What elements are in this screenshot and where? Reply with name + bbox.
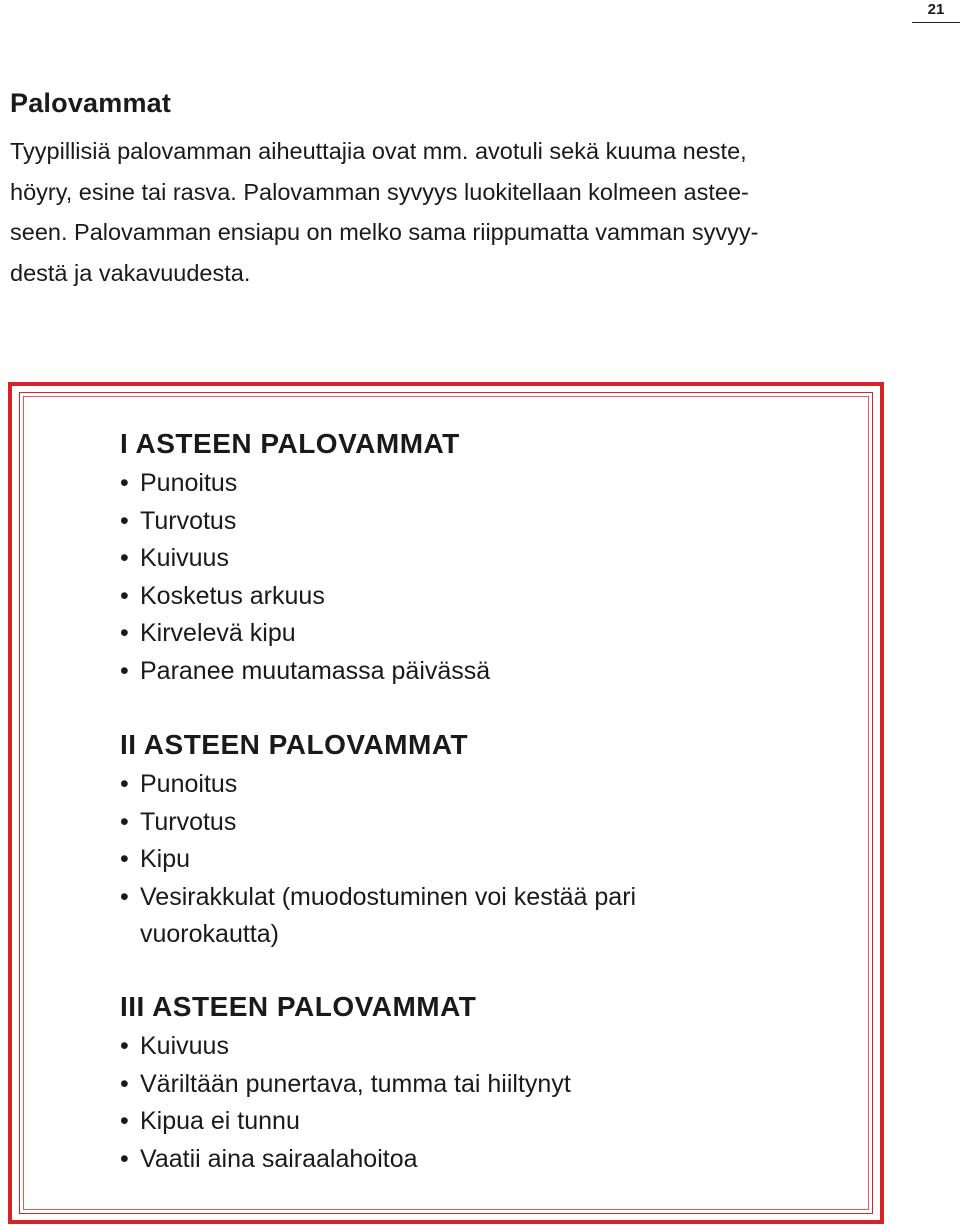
- list-item-text: Väriltään punertava, tumma tai hiiltynyt: [140, 1069, 571, 1098]
- bullet-icon: •: [120, 469, 129, 497]
- list-item-text: Kipua ei tunnu: [140, 1107, 300, 1135]
- list-item: [120, 879, 636, 917]
- bullet-icon: •: [120, 807, 129, 836]
- list-item-text: Kipu: [140, 845, 191, 873]
- bullet-icon: •: [120, 1069, 129, 1098]
- list-item: [120, 653, 490, 691]
- list-item-text: Turvotus: [140, 807, 237, 836]
- list-item: [120, 1141, 571, 1179]
- list-item: [120, 841, 636, 879]
- list-item: [120, 503, 490, 541]
- list-item: [120, 1028, 571, 1066]
- second-degree-burns-section: [120, 728, 636, 954]
- list-item-text: Punoitus: [140, 770, 238, 798]
- list-item-text: Paranee muutamassa päivässä: [140, 656, 491, 685]
- bullet-icon: •: [120, 581, 129, 610]
- list-item-text: Punoitus: [140, 469, 238, 497]
- list-item: [120, 615, 490, 653]
- list-item-text: Turvotus: [140, 506, 237, 535]
- bullet-icon: •: [120, 845, 129, 873]
- intro-line: Tyypillisiä palovamman aiheuttajia ovat mm. avotuli sekä kuuma neste,: [10, 138, 747, 164]
- bullet-icon: •: [120, 506, 129, 535]
- list-item: [120, 766, 636, 804]
- intro-paragraph: [10, 131, 910, 293]
- list-item: [120, 540, 490, 578]
- bullet-icon: •: [120, 1032, 129, 1060]
- bullet-icon: •: [120, 770, 129, 798]
- list-item: [120, 1103, 571, 1141]
- third-degree-burns-section: [120, 990, 571, 1178]
- bullet-icon: •: [120, 619, 129, 647]
- list-item-text: Vesirakkulat (muodostuminen voi kestää pari: [140, 882, 637, 911]
- page-number: 21: [912, 0, 960, 23]
- section-title: Palovammat: [10, 88, 172, 118]
- bullet-icon: •: [120, 1107, 129, 1135]
- first-degree-burns-section: [120, 427, 490, 690]
- bullet-icon: •: [120, 882, 129, 911]
- list-item: [120, 465, 490, 503]
- second-degree-heading: II ASTEEN PALOVAMMAT: [120, 729, 469, 760]
- list-item-text: Vaatii aina sairaalahoitoa: [140, 1144, 418, 1173]
- third-degree-heading: III ASTEEN PALOVAMMAT: [120, 991, 477, 1022]
- bullet-icon: •: [120, 544, 129, 572]
- bullet-icon: •: [120, 1144, 129, 1173]
- list-item: [120, 578, 490, 616]
- intro-line: höyry, esine tai rasva. Palovamman syvyys luokitellaan kolmeen astee-: [10, 178, 749, 205]
- bullet-icon: •: [120, 656, 129, 685]
- list-item-continuation: vuorokautta): [140, 920, 279, 948]
- intro-line: seen. Palovamman ensiapu on melko sama riippumatta vamman syvyy-: [10, 219, 759, 245]
- list-item: [120, 1066, 571, 1104]
- list-item-text: Kuivuus: [140, 1032, 229, 1060]
- list-item-text: Kirvelevä kipu: [140, 619, 296, 647]
- first-degree-heading: I ASTEEN PALOVAMMAT: [120, 428, 460, 459]
- list-item-text: Kosketus arkuus: [140, 581, 325, 610]
- list-item: [120, 804, 636, 842]
- intro-line: destä ja vakavuudesta.: [10, 259, 251, 286]
- list-item-text: Kuivuus: [140, 544, 229, 572]
